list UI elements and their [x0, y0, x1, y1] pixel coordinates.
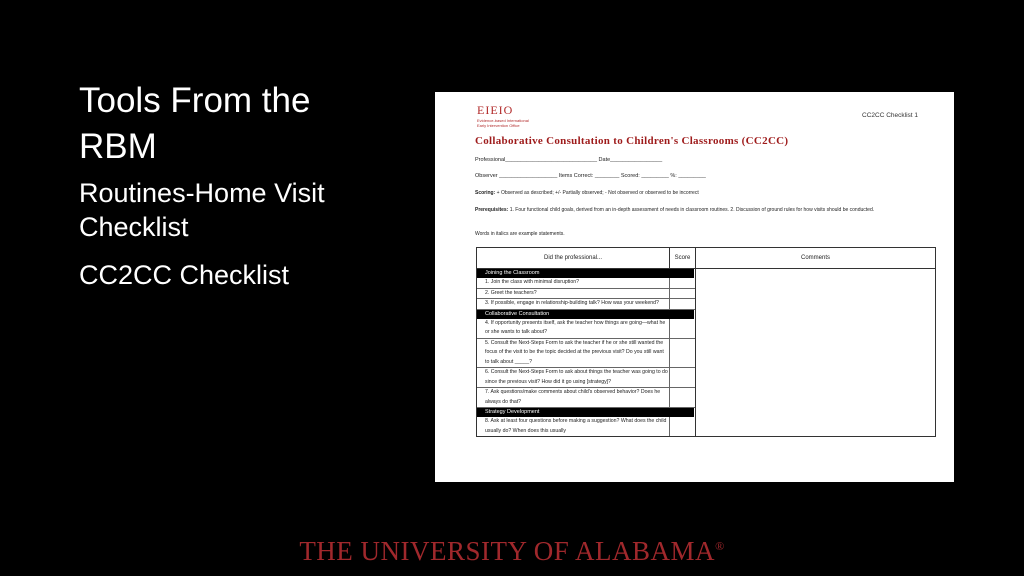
checklist-document-image [435, 92, 954, 482]
section-collaborative: Collaborative Consultation [477, 310, 694, 319]
table-row: 1. Join the class with minimal disruption? [477, 278, 695, 289]
prerequisites [475, 207, 935, 214]
footer-text: THE UNIVERSITY OF ALABAMA [299, 536, 716, 566]
professional-line: Professional______________________________ Date_________________ [475, 157, 663, 163]
observer-line: Observer ___________________ Items Correct: ________ Scored: _________ %: _________ [475, 173, 706, 179]
registered-mark: ® [715, 539, 725, 553]
checklist-table [476, 247, 936, 437]
bullet-list [79, 176, 399, 306]
scoring-text: + Observed as described; +/- Partially observed; - Not observed or observed to be incorrect [496, 190, 699, 196]
scoring-label: Scoring: [475, 190, 496, 196]
table-row: 5. Consult the Next-Steps Form to ask the teacher if he or she still wanted the focus of the visit to be the topic decided at the previous visit? Do you still want to talk about _____? [477, 339, 695, 369]
university-footer [0, 536, 1024, 567]
prereq-text: 1. Four functional child goals, derived from an in-depth assessment of needs in classroom routines. 2. Discussion of ground rules for how visits should be conducted. [509, 207, 875, 213]
header-score: Score [670, 248, 696, 268]
scoring-line [475, 190, 935, 197]
table-header [477, 248, 935, 269]
document-title: Collaborative Consultation to Children's Classrooms (CC2CC) [475, 135, 789, 147]
logo-subtitle: Evidence-based International Early Intervention Office [477, 118, 529, 128]
italics-note: Words in italics are example statements. [475, 231, 565, 237]
table-row: 6. Consult the Next-Steps Form to ask about things the teacher was going to do since the previous visit? How did it go using [strategy]? [477, 368, 695, 388]
bullet-item: Routines-Home Visit Checklist [79, 178, 325, 242]
bullet-item: CC2CC Checklist [79, 260, 290, 290]
comments-column [696, 269, 935, 436]
table-row: 4. If opportunity presents itself, ask the teacher how things are going—what he or she wants to talk about? [477, 319, 695, 339]
table-row: 7. Ask questions/make comments about child's observed behavior? Does he always do that? [477, 388, 695, 408]
section-strategy: Strategy Development [477, 408, 694, 417]
logo-title: EIEIO [477, 103, 514, 117]
document-header: CC2CC Checklist 1 [862, 112, 918, 119]
table-row: 2. Greet the teachers? [477, 289, 695, 300]
header-comments: Comments [800, 255, 830, 261]
section-joining: Joining the Classroom [477, 269, 694, 278]
table-row: 8. Ask at least four questions before making a suggestion? What does the child usually do? When does this usually [477, 417, 695, 436]
header-question: Did the professional... [477, 248, 670, 268]
prereq-label: Prerequisites: [475, 207, 509, 213]
table-row: 3. If possible, engage in relationship-building talk? How was your weekend? [477, 299, 695, 310]
slide-title: Tools From the RBM [79, 81, 311, 166]
eieio-logo [477, 103, 537, 128]
